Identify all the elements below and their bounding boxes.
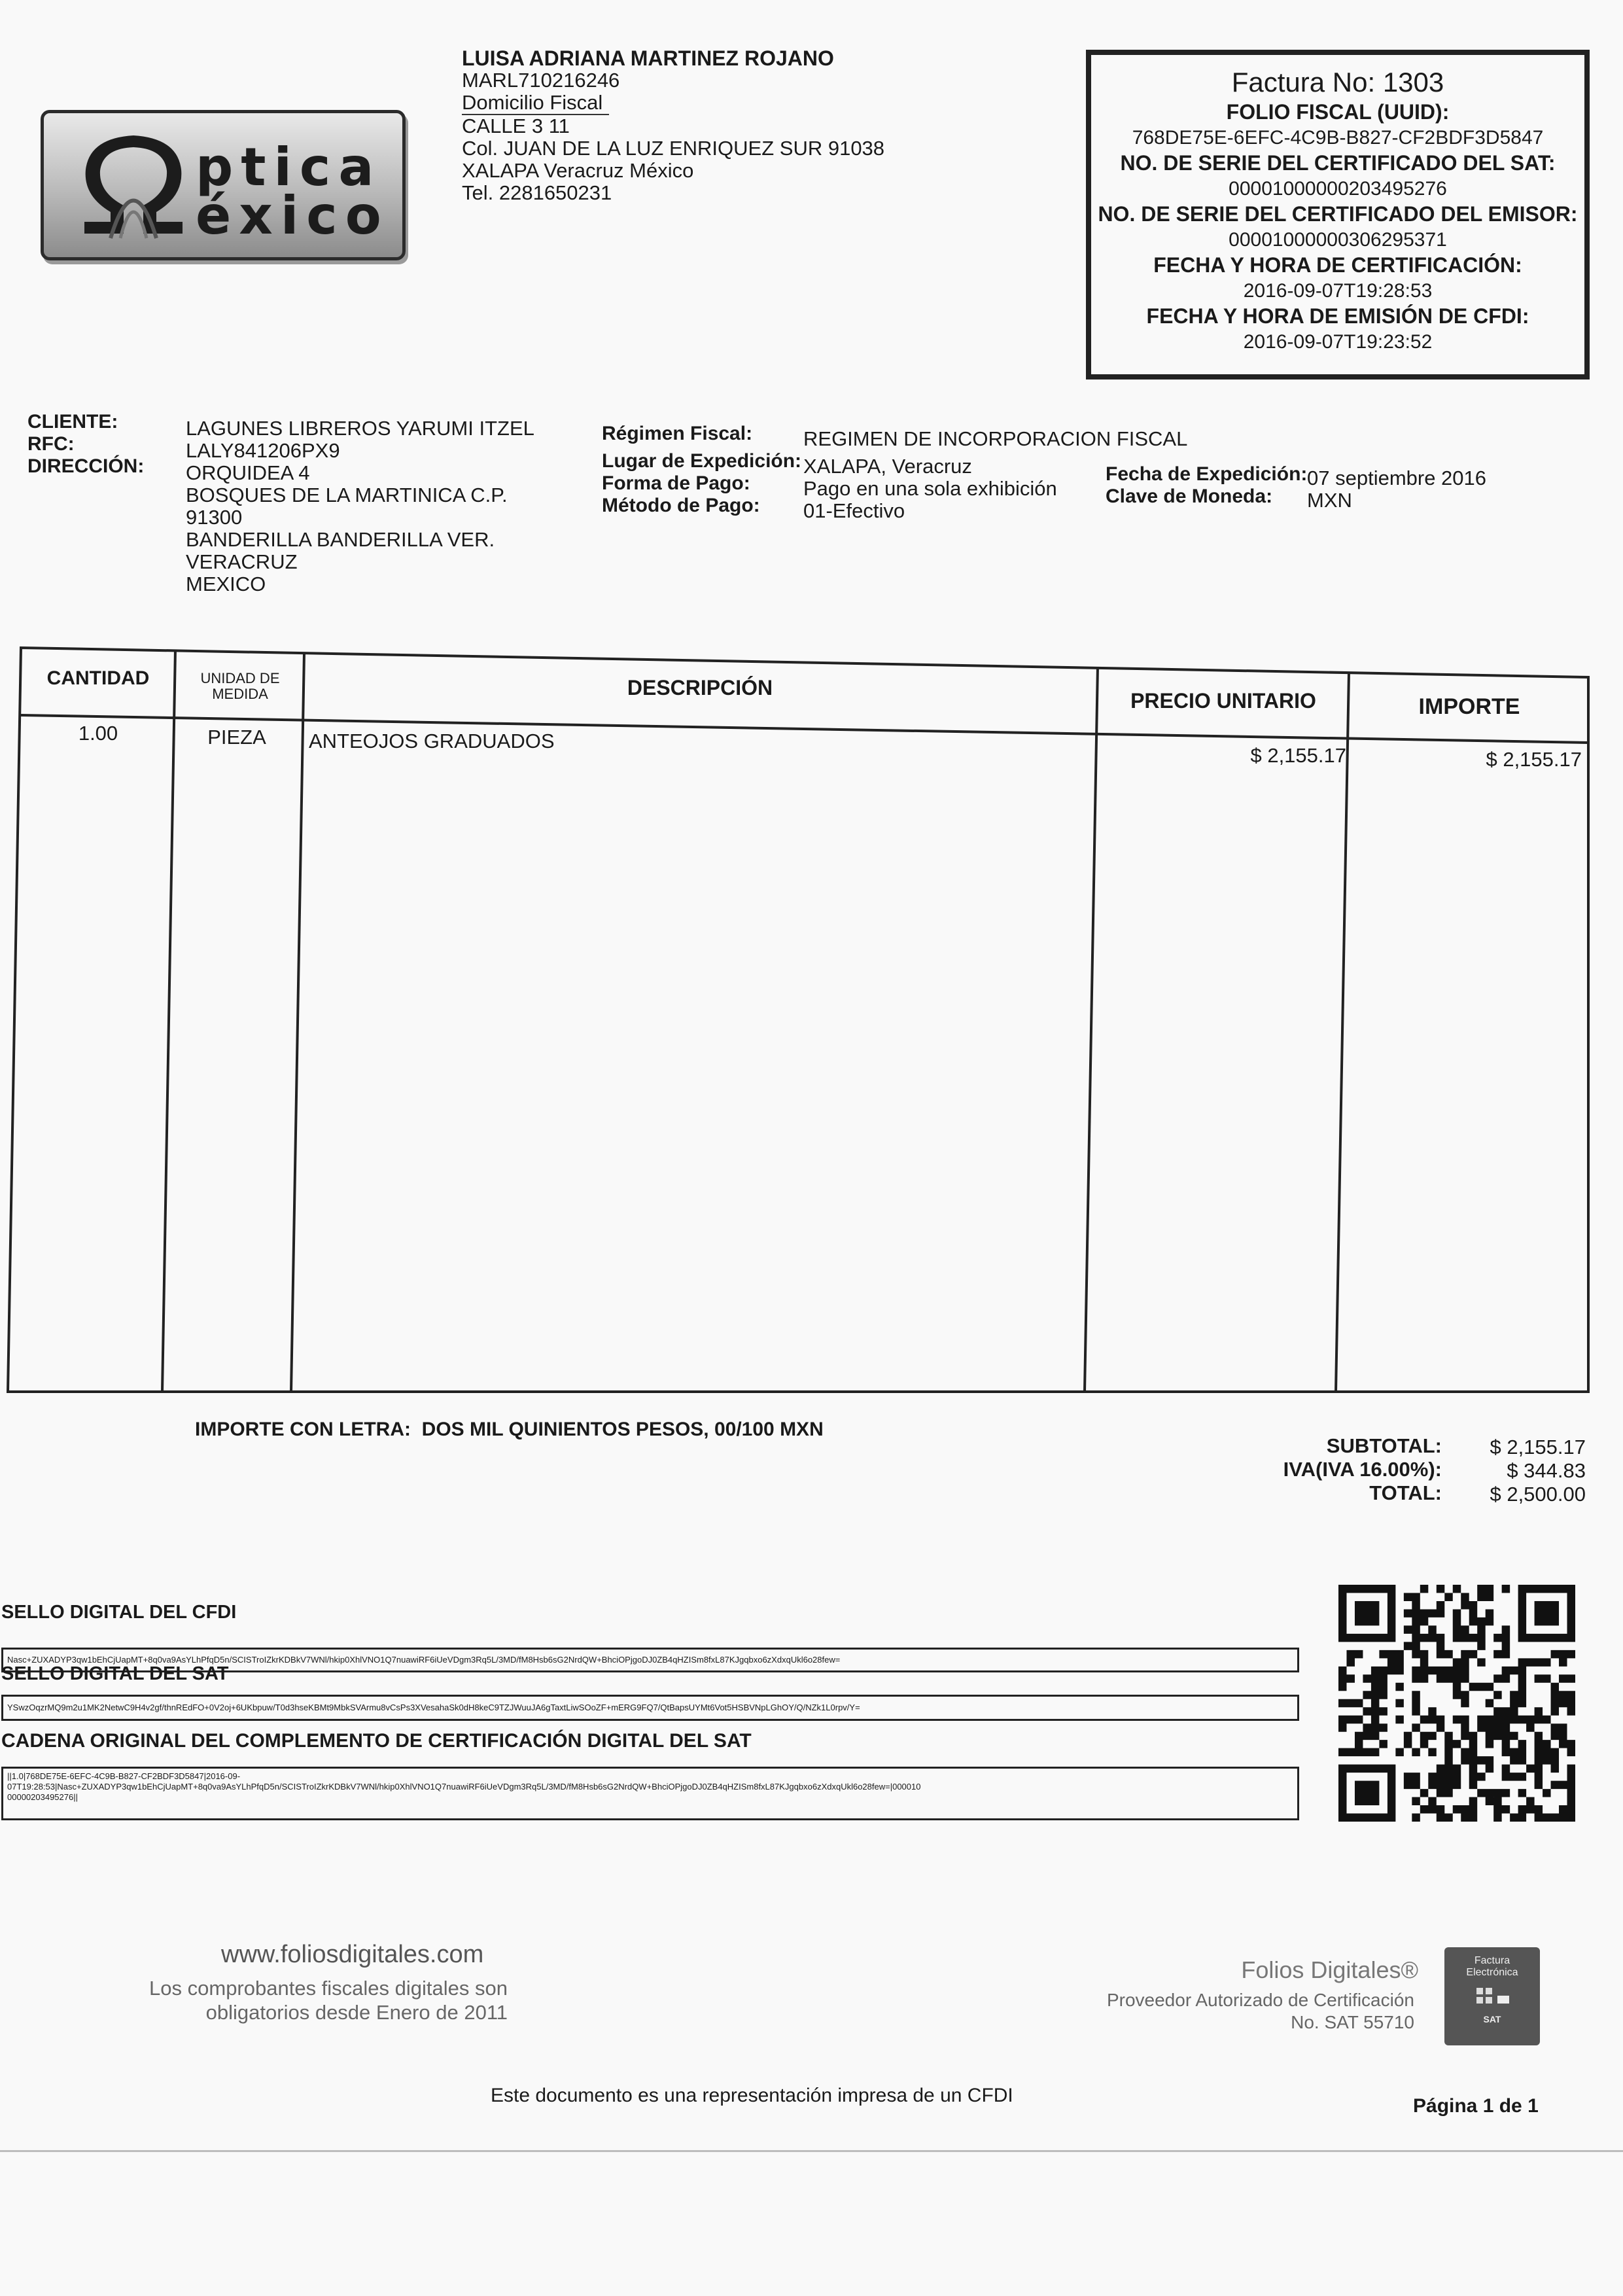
issuer-name: LUISA ADRIANA MARTINEZ ROJANO xyxy=(462,46,834,70)
items-table xyxy=(7,645,1595,1394)
cfdi-note: Este documento es una representación impresa de un CFDI xyxy=(491,2085,1013,2106)
expedicion-labels xyxy=(1106,463,1307,508)
subtotal-value: $ 2,155.17 xyxy=(1490,1436,1586,1458)
emision-date-label: FECHA Y HORA DE EMISIÓN DE CFDI: xyxy=(1146,304,1529,328)
provider-sub-line: Proveedor Autorizado de Certificación xyxy=(1106,1990,1414,2010)
tagline xyxy=(124,1976,508,2024)
provider-sub xyxy=(1047,1989,1414,2034)
expedicion-values xyxy=(1307,467,1486,512)
row-unidad: PIEZA xyxy=(207,726,266,749)
badge-line: Factura xyxy=(1474,1955,1510,1966)
cadena-line: ||1.0|768DE75E-6EFC-4C9B-B827-CF2BDF3D5847|2016-09- xyxy=(7,1771,241,1781)
client-address-line: BOSQUES DE LA MARTINICA C.P. xyxy=(186,484,508,506)
col-precio-header: PRECIO UNITARIO xyxy=(1130,689,1316,713)
page-number: Página 1 de 1 xyxy=(1413,2095,1539,2117)
invoice-number: Factura No: 1303 xyxy=(1231,67,1444,97)
tagline-line: obligatorios desde Enero de 2011 xyxy=(205,2001,508,2024)
optica-omega-icon xyxy=(71,124,196,248)
importe-letra-label: IMPORTE CON LETRA: xyxy=(195,1419,411,1440)
metodo-value: 01-Efectivo xyxy=(803,499,905,522)
emisor-cert-label: NO. DE SERIE DEL CERTIFICADO DEL EMISOR: xyxy=(1098,202,1578,226)
uuid-value: 768DE75E-6EFC-4C9B-B827-CF2BDF3D5847 xyxy=(1132,127,1544,149)
importe-letra-value: DOS MIL QUINIENTOS PESOS, 00/100 MXN xyxy=(421,1419,824,1440)
regimen-label: Régimen Fiscal: xyxy=(602,423,753,444)
col-unidad-header xyxy=(178,671,302,702)
emisor-cert-value: 00001000000306295371 xyxy=(1229,229,1447,251)
issuer-colonia: Col. JUAN DE LA LUZ ENRIQUEZ SUR 91038 xyxy=(462,137,885,160)
client-address-line: BANDERILLA BANDERILLA VER. xyxy=(186,528,495,551)
client-address-line: ORQUIDEA 4 xyxy=(186,461,310,484)
uuid-label: FOLIO FISCAL (UUID): xyxy=(1226,100,1450,124)
col-descripcion-header: DESCRIPCIÓN xyxy=(627,676,773,699)
sello-cfdi-value: Nasc+ZUXADYP3qw1bEhCjUapMT+8q0va9AsYLhPfqD5n/SCISTroIZkrKDBkV7WNl/hkip0XhlVNO1Q7nuawiRF6iUeVDgm3Rq5L/3MD/fM8Hsb6sG2NrdQW+BhciOPjgoDJ0ZB4qHZISm8fxL87KJgqbxo6zXdxqUkl6o28few= xyxy=(1,1648,1299,1672)
subtotal-label: SUBTOTAL: xyxy=(1326,1434,1442,1457)
cert-date-label: FECHA Y HORA DE CERTIFICACIÓN: xyxy=(1153,253,1522,277)
col-unidad-line1: UNIDAD DE xyxy=(200,670,280,686)
issuer-rfc: MARL710216246 xyxy=(462,69,620,92)
company-logo xyxy=(41,110,406,260)
client-address-line: VERACRUZ xyxy=(186,550,298,573)
cadena-line: 00000203495276|| xyxy=(7,1792,78,1802)
client-name: LAGUNES LIBREROS YARUMI ITZEL xyxy=(186,417,534,440)
sat-cert-value: 00001000000203495276 xyxy=(1229,178,1447,200)
logo-text-optica: ptica xyxy=(196,137,382,198)
forma-value: Pago en una sola exhibición xyxy=(803,477,1057,500)
client-address-line: 91300 xyxy=(186,506,243,529)
lugar-label: Lugar de Expedición: xyxy=(602,450,802,472)
col-importe-header: IMPORTE xyxy=(1418,694,1520,719)
issuer-block xyxy=(462,47,884,204)
client-address-line: MEXICO xyxy=(186,573,266,595)
issuer-domicilio-label: Domicilio Fiscal xyxy=(462,92,609,115)
badge-line: Electrónica xyxy=(1466,1967,1518,1978)
moneda-value: MXN xyxy=(1307,489,1352,512)
total-value: $ 2,500.00 xyxy=(1490,1483,1586,1506)
iva-value: $ 344.83 xyxy=(1507,1459,1586,1482)
factura-electronica-badge xyxy=(1444,1947,1540,2045)
row-descripcion: ANTEOJOS GRADUADOS xyxy=(309,730,555,752)
row-precio: $ 2,155.17 xyxy=(1250,744,1346,767)
fiscal-labels xyxy=(602,423,801,517)
client-rfc: LALY841206PX9 xyxy=(186,439,340,462)
sello-cfdi-label: SELLO DIGITAL DEL CFDI xyxy=(1,1602,237,1623)
cadena-box xyxy=(1,1767,1299,1820)
sat-cert-label: NO. DE SERIE DEL CERTIFICADO DEL SAT: xyxy=(1120,151,1556,175)
cliente-label: CLIENTE: xyxy=(27,411,118,433)
col-cantidad-header: CANTIDAD xyxy=(46,667,150,689)
regimen-value: REGIMEN DE INCORPORACION FISCAL xyxy=(803,427,1188,450)
emision-date-value: 2016-09-07T19:23:52 xyxy=(1243,331,1433,353)
issuer-street: CALLE 3 11 xyxy=(462,115,570,137)
fecha-expedicion-value: 07 septiembre 2016 xyxy=(1307,467,1487,489)
cert-date-value: 2016-09-07T19:28:53 xyxy=(1243,280,1433,302)
badge-grid-icon xyxy=(1473,1984,1512,2010)
rfc-label: RFC: xyxy=(27,433,75,455)
totals-labels xyxy=(1197,1434,1442,1505)
badge-sat: SAT xyxy=(1483,2014,1501,2024)
direccion-label: DIRECCIÓN: xyxy=(27,455,145,477)
row-cantidad: 1.00 xyxy=(78,722,118,745)
lugar-value: XALAPA, Veracruz xyxy=(803,455,972,478)
issuer-phone: Tel. 2281650231 xyxy=(462,181,612,204)
row-importe: $ 2,155.17 xyxy=(1486,748,1582,771)
forma-label: Forma de Pago: xyxy=(602,472,750,494)
sello-sat-value: YSwzOqzrMQ9m2u1MK2NetwC9H4v2gf/thnREdFO+0V2oj+6UKbpuw/T0d3hseKBMt9MbkSVArmu8vCsPs3XVesahaSk0dH8keC9TZJWuuJA6gTaxtLiwSOoZF+mERG9FQ7/QtBapsUYMt6Vot5HSBVNpLGhOY/Q/NZk1L0rpv/Y= xyxy=(1,1695,1299,1721)
website-link[interactable]: www.foliosdigitales.com xyxy=(221,1941,484,1968)
moneda-label: Clave de Moneda: xyxy=(1106,486,1273,507)
fecha-expedicion-label: Fecha de Expedición: xyxy=(1106,463,1308,485)
sello-sat-label: SELLO DIGITAL DEL SAT xyxy=(1,1663,229,1684)
tagline-line: Los comprobantes fiscales digitales son xyxy=(149,1977,508,2000)
total-label: TOTAL: xyxy=(1369,1481,1442,1504)
metodo-label: Método de Pago: xyxy=(602,495,760,516)
issuer-city: XALAPA Veracruz México xyxy=(462,159,694,182)
cadena-label: CADENA ORIGINAL DEL COMPLEMENTO DE CERTIFICACIÓN DIGITAL DEL SAT xyxy=(1,1730,752,1752)
provider-name: Folios Digitales® xyxy=(1241,1956,1418,1983)
iva-label: IVA(IVA 16.00%): xyxy=(1283,1458,1442,1481)
importe-letra xyxy=(195,1419,824,1441)
client-labels xyxy=(27,411,144,478)
page-bottom-divider xyxy=(0,2150,1623,2152)
client-values xyxy=(186,417,534,595)
totals-values xyxy=(1459,1436,1586,1506)
cadena-line: 07T19:28:53|Nasc+ZUXADYP3qw1bEhCjUapMT+8q0va9AsYLhPfqD5n/SCISTroIZkrKDBkV7WNl/hkip0XhlVNO1Q7nuawiRF6iUeVDgm3Rq5L/3MD/fM8Hsb6sG2NrdQW+BhciOPjgoDJ0ZB4qHZISm8fxL87KJgqbxo6zXdxqUkl6o28few=|000010 xyxy=(7,1782,921,1792)
provider-sub-line: No. SAT 55710 xyxy=(1291,2012,1414,2032)
folio-box xyxy=(1086,50,1590,380)
col-unidad-line2: MEDIDA xyxy=(212,686,268,702)
logo-text-mexico: éxico xyxy=(196,185,389,246)
qr-code-icon xyxy=(1338,1585,1575,1822)
